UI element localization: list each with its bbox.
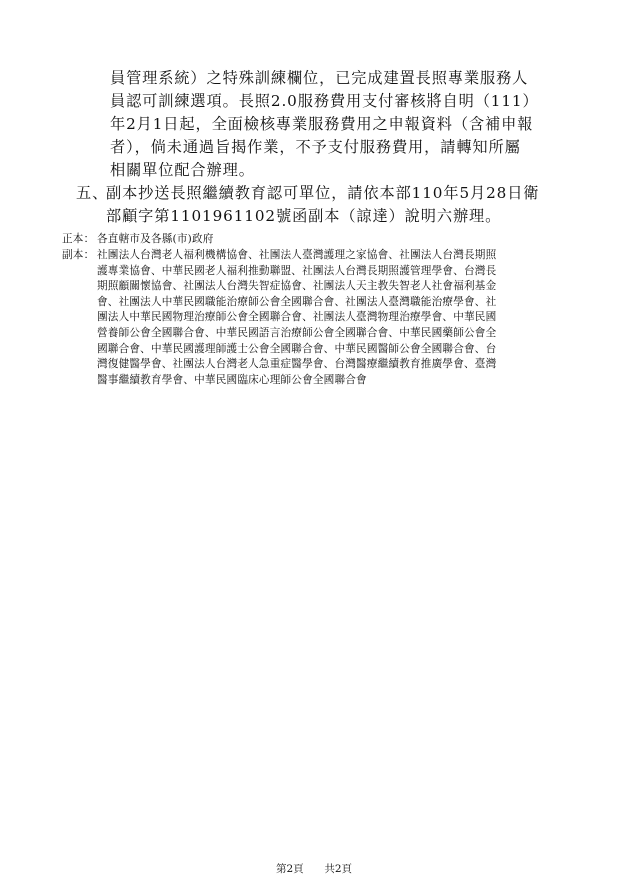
copy-recipients-line: 護專業協會、中華民國老人福利推動聯盟、社團法人台灣長期照護管理學會、台灣長 (97, 264, 497, 277)
copy-recipients-line: 團法人中華民國物理治療師公會全國聯合會、社團法人臺灣物理治療學會、中華民國 (97, 311, 497, 324)
copy-recipients-line: 醫事繼續教育學會、中華民國臨床心理師公會全國聯合會 (97, 373, 367, 386)
page-number-total: 共2頁 (324, 863, 353, 875)
item-five-line-1: 副本抄送長照繼續教育認可單位，請依本部110年5月28日衛 (106, 184, 540, 202)
item-five-number: 五、 (76, 184, 109, 202)
page-footer (0, 862, 628, 876)
copy-recipients-line: 期照顧關懷協會、社團法人台灣失智症協會、社團法人天主教失智老人社會福利基金 (97, 280, 497, 293)
paragraph-line-2: 員認可訓練選項。長照2.0服務費用支付審核將自明（111） (110, 92, 539, 110)
copy-recipients-line: 社團法人台灣老人福利機構協會、社團法人臺灣護理之家協會、社團法人台灣長期照 (97, 249, 497, 261)
paragraph-line-4: 者），倘未通過旨揭作業，不予支付服務費用，請轉知所屬 (110, 138, 521, 156)
copy-recipients-line: 灣復健醫學會、社團法人台灣老人急重症醫學會、台灣醫療繼續教育推廣學會、臺灣 (97, 358, 497, 371)
main-recipients-text: 各直轄市及各縣(市)政府 (97, 233, 214, 245)
paragraph-line-1: 員管理系統）之特殊訓練欄位，已完成建置長照專業服務人 (110, 69, 529, 87)
page-number-current: 第2頁 (275, 863, 304, 875)
main-recipients-label: 正本： (62, 233, 95, 245)
paragraph-line-5: 相關單位配合辦理。 (110, 161, 255, 179)
copy-recipients-label: 副本： (62, 249, 95, 261)
copy-recipients-line: 國聯合會、中華民國護理師護士公會全國聯合會、中華民國醫師公會全國聯合會、台 (97, 342, 497, 355)
item-five-line-2: 部顧字第1101961102號函副本（諒達）說明六辦理。 (106, 207, 502, 225)
copy-recipients-line: 會、社團法人中華民國職能治療師公會全國聯合會、社團法人臺灣職能治療學會、社 (97, 295, 497, 308)
paragraph-line-3: 年2月1日起，全面檢核專業服務費用之申報資料（含補申報 (110, 115, 534, 133)
copy-recipients-line: 營養師公會全國聯合會、中華民國語言治療師公會全國聯合會、中華民國藥師公會全 (97, 327, 497, 339)
